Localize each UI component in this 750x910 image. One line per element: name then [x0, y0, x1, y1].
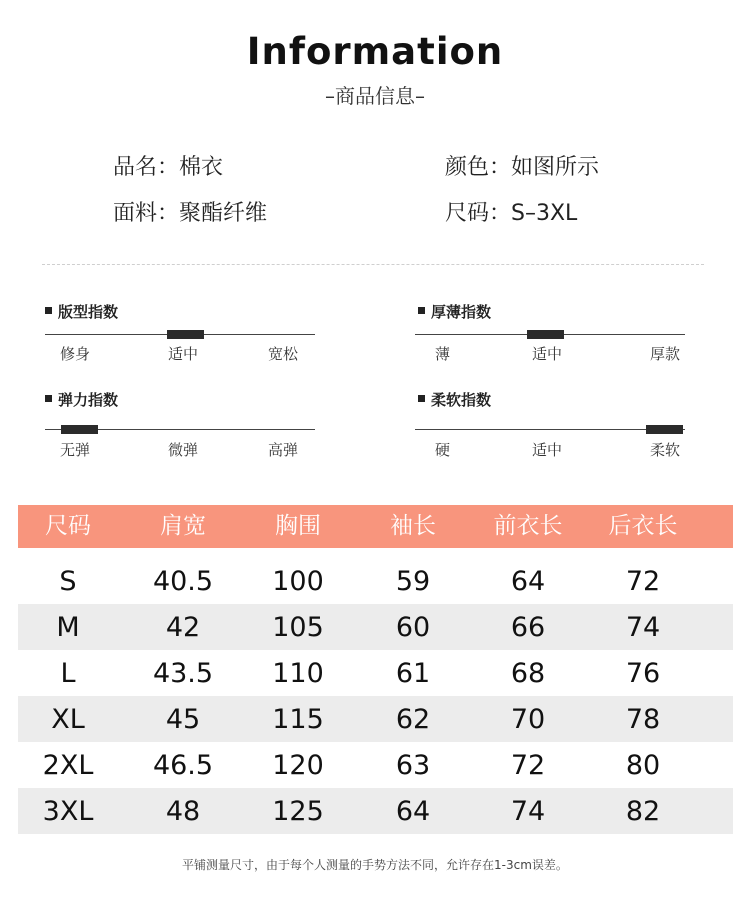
info-size: 尺码：S–3XL [445, 201, 578, 226]
thickness-index-title: 厚薄指数 [418, 301, 491, 322]
size-table-header [18, 505, 733, 548]
cell-size: M [56, 612, 80, 643]
cell-back-length: 76 [625, 658, 661, 689]
cell-back-length: 80 [625, 750, 661, 781]
cell-chest: 105 [272, 612, 324, 643]
cell-sleeve: 62 [395, 704, 431, 735]
elasticity-index-label-mid: 微弹 [168, 441, 199, 459]
softness-index-title: 柔软指数 [418, 389, 491, 410]
cell-back-length: 78 [625, 704, 661, 735]
softness-index-label-left: 硬 [435, 441, 451, 459]
softness-index-label-mid: 适中 [532, 441, 563, 459]
bullet-square-icon [418, 307, 425, 314]
softness-index-marker [646, 425, 683, 434]
bullet-square-icon [45, 307, 52, 314]
cell-size: L [60, 658, 76, 689]
cell-shoulder: 45 [165, 704, 201, 735]
cell-size: 3XL [42, 796, 94, 827]
cell-size: S [59, 566, 77, 597]
elasticity-index-title: 弹力指数 [45, 389, 118, 410]
cell-front-length: 68 [510, 658, 546, 689]
cell-sleeve: 59 [395, 566, 431, 597]
cell-front-length: 70 [510, 704, 546, 735]
info-color: 颜色：如图所示 [445, 155, 600, 180]
info-name: 品名：棉衣 [113, 155, 224, 180]
bullet-square-icon [418, 395, 425, 402]
cell-chest: 100 [272, 566, 324, 597]
fit-index-title: 版型指数 [45, 301, 118, 322]
elasticity-index-label-right: 高弹 [268, 441, 299, 459]
softness-index-label-right: 柔软 [650, 441, 681, 459]
cell-size: 2XL [42, 750, 94, 781]
section-divider [42, 264, 704, 265]
cell-back-length: 82 [625, 796, 661, 827]
cell-shoulder: 46.5 [152, 750, 214, 781]
cell-shoulder: 42 [165, 612, 201, 643]
fit-index-label-left: 修身 [60, 345, 91, 363]
cell-back-length: 72 [625, 566, 661, 597]
header-front-length: 前衣长 [493, 513, 563, 539]
cell-front-length: 66 [510, 612, 546, 643]
thickness-index-marker [527, 330, 564, 339]
info-material: 面料：聚酯纤维 [113, 201, 268, 226]
header-chest: 胸围 [275, 513, 321, 539]
cell-sleeve: 63 [395, 750, 431, 781]
page-title: Information [246, 30, 504, 73]
cell-chest: 120 [272, 750, 324, 781]
header-size: 尺码 [45, 513, 91, 539]
table-row [18, 604, 733, 650]
table-row [18, 558, 733, 604]
table-row [18, 742, 733, 788]
header-sleeve: 袖长 [390, 513, 436, 539]
cell-sleeve: 60 [395, 612, 431, 643]
cell-shoulder: 40.5 [152, 566, 214, 597]
header-back-length: 后衣长 [608, 513, 678, 539]
cell-chest: 125 [272, 796, 324, 827]
cell-front-length: 64 [510, 566, 546, 597]
cell-back-length: 74 [625, 612, 661, 643]
elasticity-index-marker [61, 425, 98, 434]
table-row [18, 650, 733, 696]
header-shoulder: 肩宽 [160, 513, 206, 539]
bullet-square-icon [45, 395, 52, 402]
cell-size: XL [51, 704, 85, 735]
cell-front-length: 74 [510, 796, 546, 827]
cell-sleeve: 61 [395, 658, 431, 689]
cell-front-length: 72 [510, 750, 546, 781]
table-row [18, 788, 733, 834]
fit-index-label-right: 宽松 [268, 345, 299, 363]
thickness-index-label-right: 厚款 [650, 345, 681, 363]
elasticity-index-label-left: 无弹 [60, 441, 91, 459]
fit-index-label-mid: 适中 [168, 345, 199, 363]
cell-sleeve: 64 [395, 796, 431, 827]
thickness-index-label-left: 薄 [435, 345, 451, 363]
size-table [18, 505, 733, 834]
fit-index-marker [167, 330, 204, 339]
cell-shoulder: 48 [165, 796, 201, 827]
thickness-index-label-mid: 适中 [532, 345, 563, 363]
cell-chest: 110 [272, 658, 324, 689]
page-subtitle: –商品信息– [325, 84, 425, 108]
table-row [18, 696, 733, 742]
cell-chest: 115 [272, 704, 324, 735]
cell-shoulder: 43.5 [152, 658, 214, 689]
measurement-note: 平铺测量尺寸，由于每个人测量的手势方法不同，允许存在1-3cm误差。 [182, 858, 568, 872]
softness-index-scale-line [415, 429, 685, 430]
